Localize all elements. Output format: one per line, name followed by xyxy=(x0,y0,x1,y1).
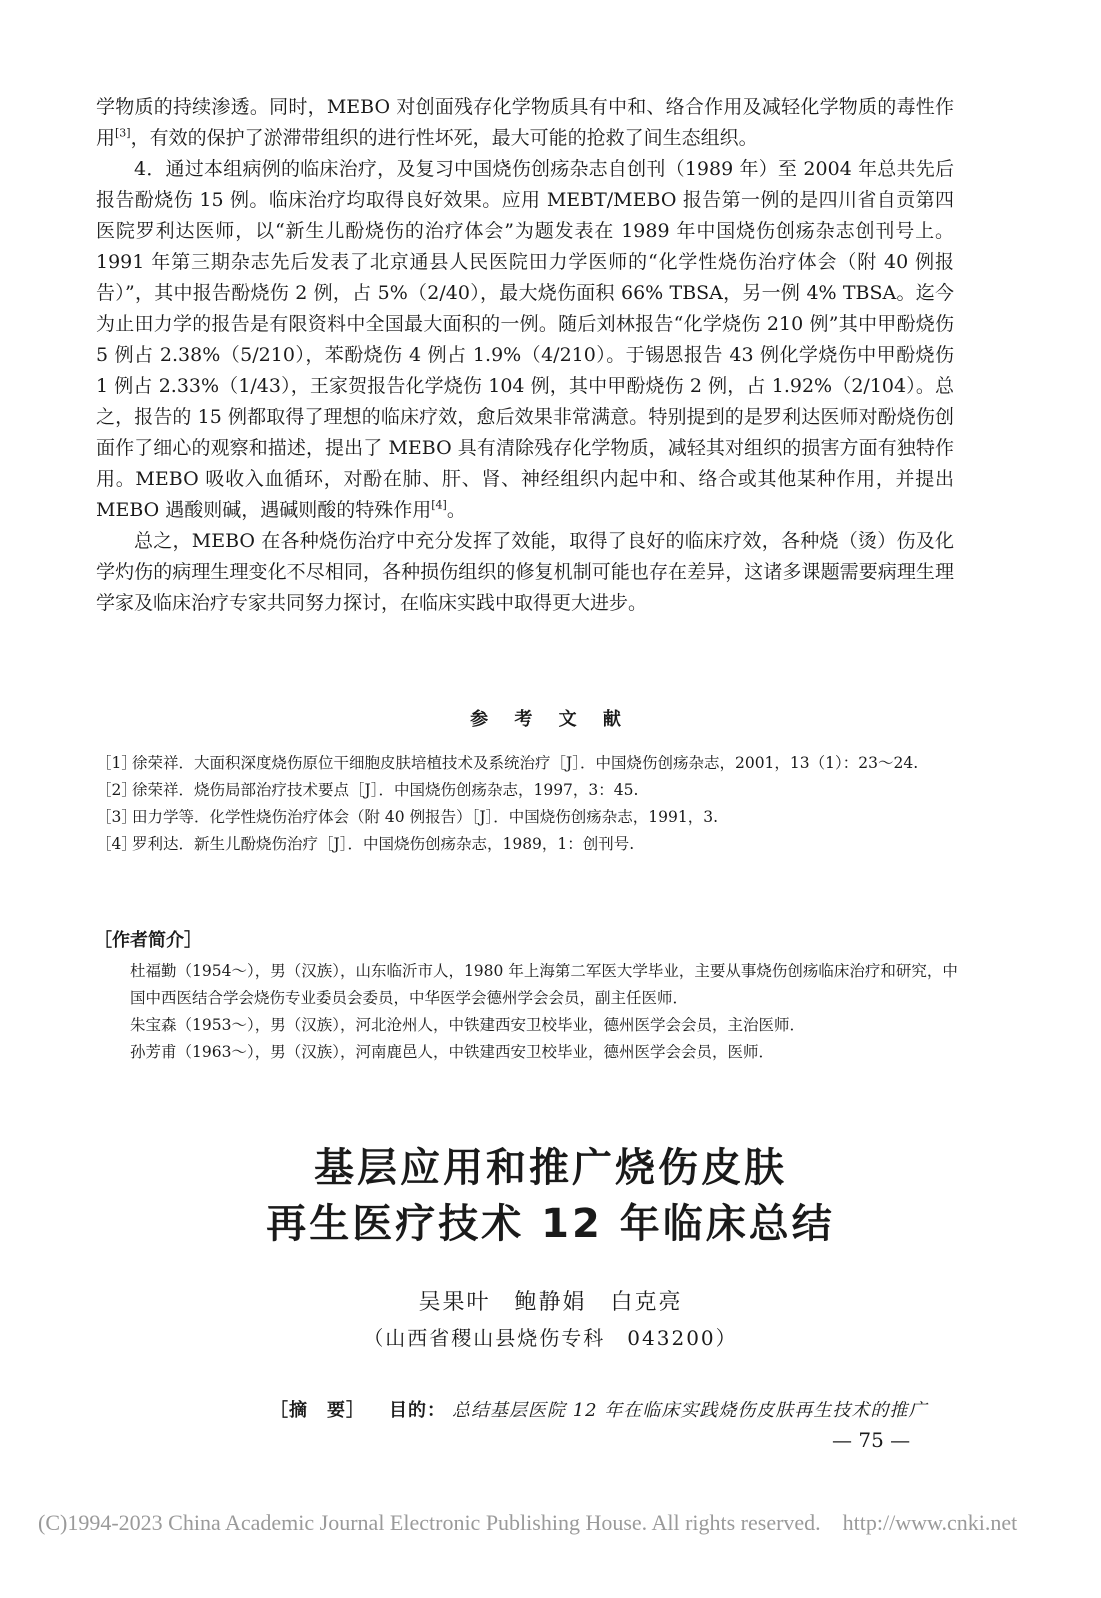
author-bio-line: 孙芳甫（1963～），男（汉族），河南鹿邑人，中铁建西安卫校毕业，德州医学会会员，医师． xyxy=(130,1043,774,1061)
reference-number: ［3］ xyxy=(96,808,137,826)
paragraph-2: 4．通过本组病例的临床治疗，及复习中国烧伤创疡杂志自创刊（1989 年）至 2004 年总共先后报告酚烧伤 15 例。临床治疗均取得良好效果。应用 MEBT/MEBO 报告第一例的是四川省自贡第四医院罗利达医师，以“新生儿酚烧伤的治疗体会”为题发表在 1989 年中国烧伤创疡杂志创刊号上。1991 年第三期杂志先后发表了北京通县人民医院田力学医师的“化学性烧伤治疗体会（附 40 例报告）”，其中报告酚烧伤 2 例，占 5%（2/40），最大烧伤面积 66% TBSA，另一例 4% TBSA。迄今为止田力学的报告是有限资料中全国最大面积的一例。随后刘林报告“化学烧伤 210 例”其中甲酚烧伤 5 例占 2.38%（5/210），苯酚烧伤 4 例占 1.9%（4/210）。于锡恩报告 43 例化学烧伤中甲酚烧伤 1 例占 2.33%（1/43），王家贺报告化学烧伤 104 例，其中甲酚烧伤 2 例，占 1.92%（2/104）。总之，报告的 15 例都取得了理想的临床疗效，愈后效果非常满意。特别提到的是罗利达医师对酚烧伤创面作了细心的观察和描述，提出了 MEBO 具有清除残存化学物质，减轻其对组织的损害方面有独特作用。MEBO 吸收入血循环，对酚在肺、肝、肾、神经组织内起中和、络合或其他某种作用，并提出 MEBO 遇酸则碱，遇碱则酸的特殊作用[4]。 xyxy=(96,158,954,521)
copyright-footer: (C)1994-2023 China Academic Journal Electronic Publishing House. All rights reserved. http://www.cnki.net xyxy=(38,1510,1018,1535)
author-bio-line: 朱宝森（1953～），男（汉族），河北沧州人，中铁建西安卫校毕业，德州医学会会员，主治医师． xyxy=(130,1016,805,1034)
page-number: — 75 — xyxy=(832,1428,911,1452)
reference-text: 田力学等．化学性烧伤治疗体会（附 40 例报告）［J］．中国烧伤创疡杂志，1991，3. xyxy=(132,808,719,826)
reference-text: 罗利达．新生儿酚烧伤治疗［J］．中国烧伤创疡杂志，1989，1：创刊号. xyxy=(132,835,635,853)
abstract xyxy=(270,1396,970,1422)
abstract-text: 总结基层医院 12 年在临床实践烧伤皮肤再生技术的推广 xyxy=(452,1400,928,1421)
author-bio-list xyxy=(130,958,960,1066)
reference-item xyxy=(96,831,956,858)
reference-number: ［2］ xyxy=(96,781,137,799)
objective-label: 目的： xyxy=(389,1400,446,1421)
author-bio-line: 杜福勤（1954～），男（汉族），山东临沂市人，1980 年上海第二军医大学毕业，主要从事烧伤创疡临床治疗和研究，中国中西医结合学会烧伤专业委员会委员，中华医学会德州学会会员，副主任医师． xyxy=(130,962,958,1007)
article-affiliation: （山西省稷山县烧伤专科 043200） xyxy=(363,1326,738,1350)
reference-text: 徐荣祥．烧伤局部治疗技术要点［J］．中国烧伤创疡杂志，1997，3：45. xyxy=(132,781,639,799)
article-authors: 吴果叶 鲍静娟 白克亮 xyxy=(418,1290,683,1315)
reference-item xyxy=(96,777,956,804)
reference-item xyxy=(96,804,956,831)
citation-4: [4] xyxy=(431,498,447,512)
title-line-1: 基层应用和推广烧伤皮肤 xyxy=(314,1145,787,1191)
reference-number: ［1］ xyxy=(96,754,137,772)
references-heading: 参 考 文 献 xyxy=(470,709,631,730)
reference-item xyxy=(96,750,956,777)
article-title xyxy=(0,1140,1101,1252)
reference-number: ［4］ xyxy=(96,835,137,853)
citation-3: [3] xyxy=(115,126,131,140)
paragraph-1: 学物质的持续渗透。同时，MEBO 对创面残存化学物质具有中和、络合作用及减轻化学物质的毒性作用[3]，有效的保护了淤滞带组织的进行性坏死，最大可能的抢救了间生态组织。 xyxy=(96,96,954,149)
title-line-2: 再生医疗技术 12 年临床总结 xyxy=(266,1201,835,1247)
author-bio-heading: ［作者简介］ xyxy=(94,930,202,951)
article-body xyxy=(96,92,954,619)
paragraph-3: 总之，MEBO 在各种烧伤治疗中充分发挥了效能，取得了良好的临床疗效，各种烧（烫）伤及化学灼伤的病理生理变化不尽相同，各种损伤组织的修复机制可能也存在差异，这诸多课题需要病理生理学家及临床治疗专家共同努力探讨，在临床实践中取得更大进步。 xyxy=(96,530,954,614)
reference-text: 徐荣祥．大面积深度烧伤原位干细胞皮肤培植技术及系统治疗［J］．中国烧伤创疡杂志，2001，13（1）：23～24. xyxy=(132,754,919,772)
abstract-label: ［摘 要］ xyxy=(270,1400,365,1421)
references-list xyxy=(96,750,956,858)
